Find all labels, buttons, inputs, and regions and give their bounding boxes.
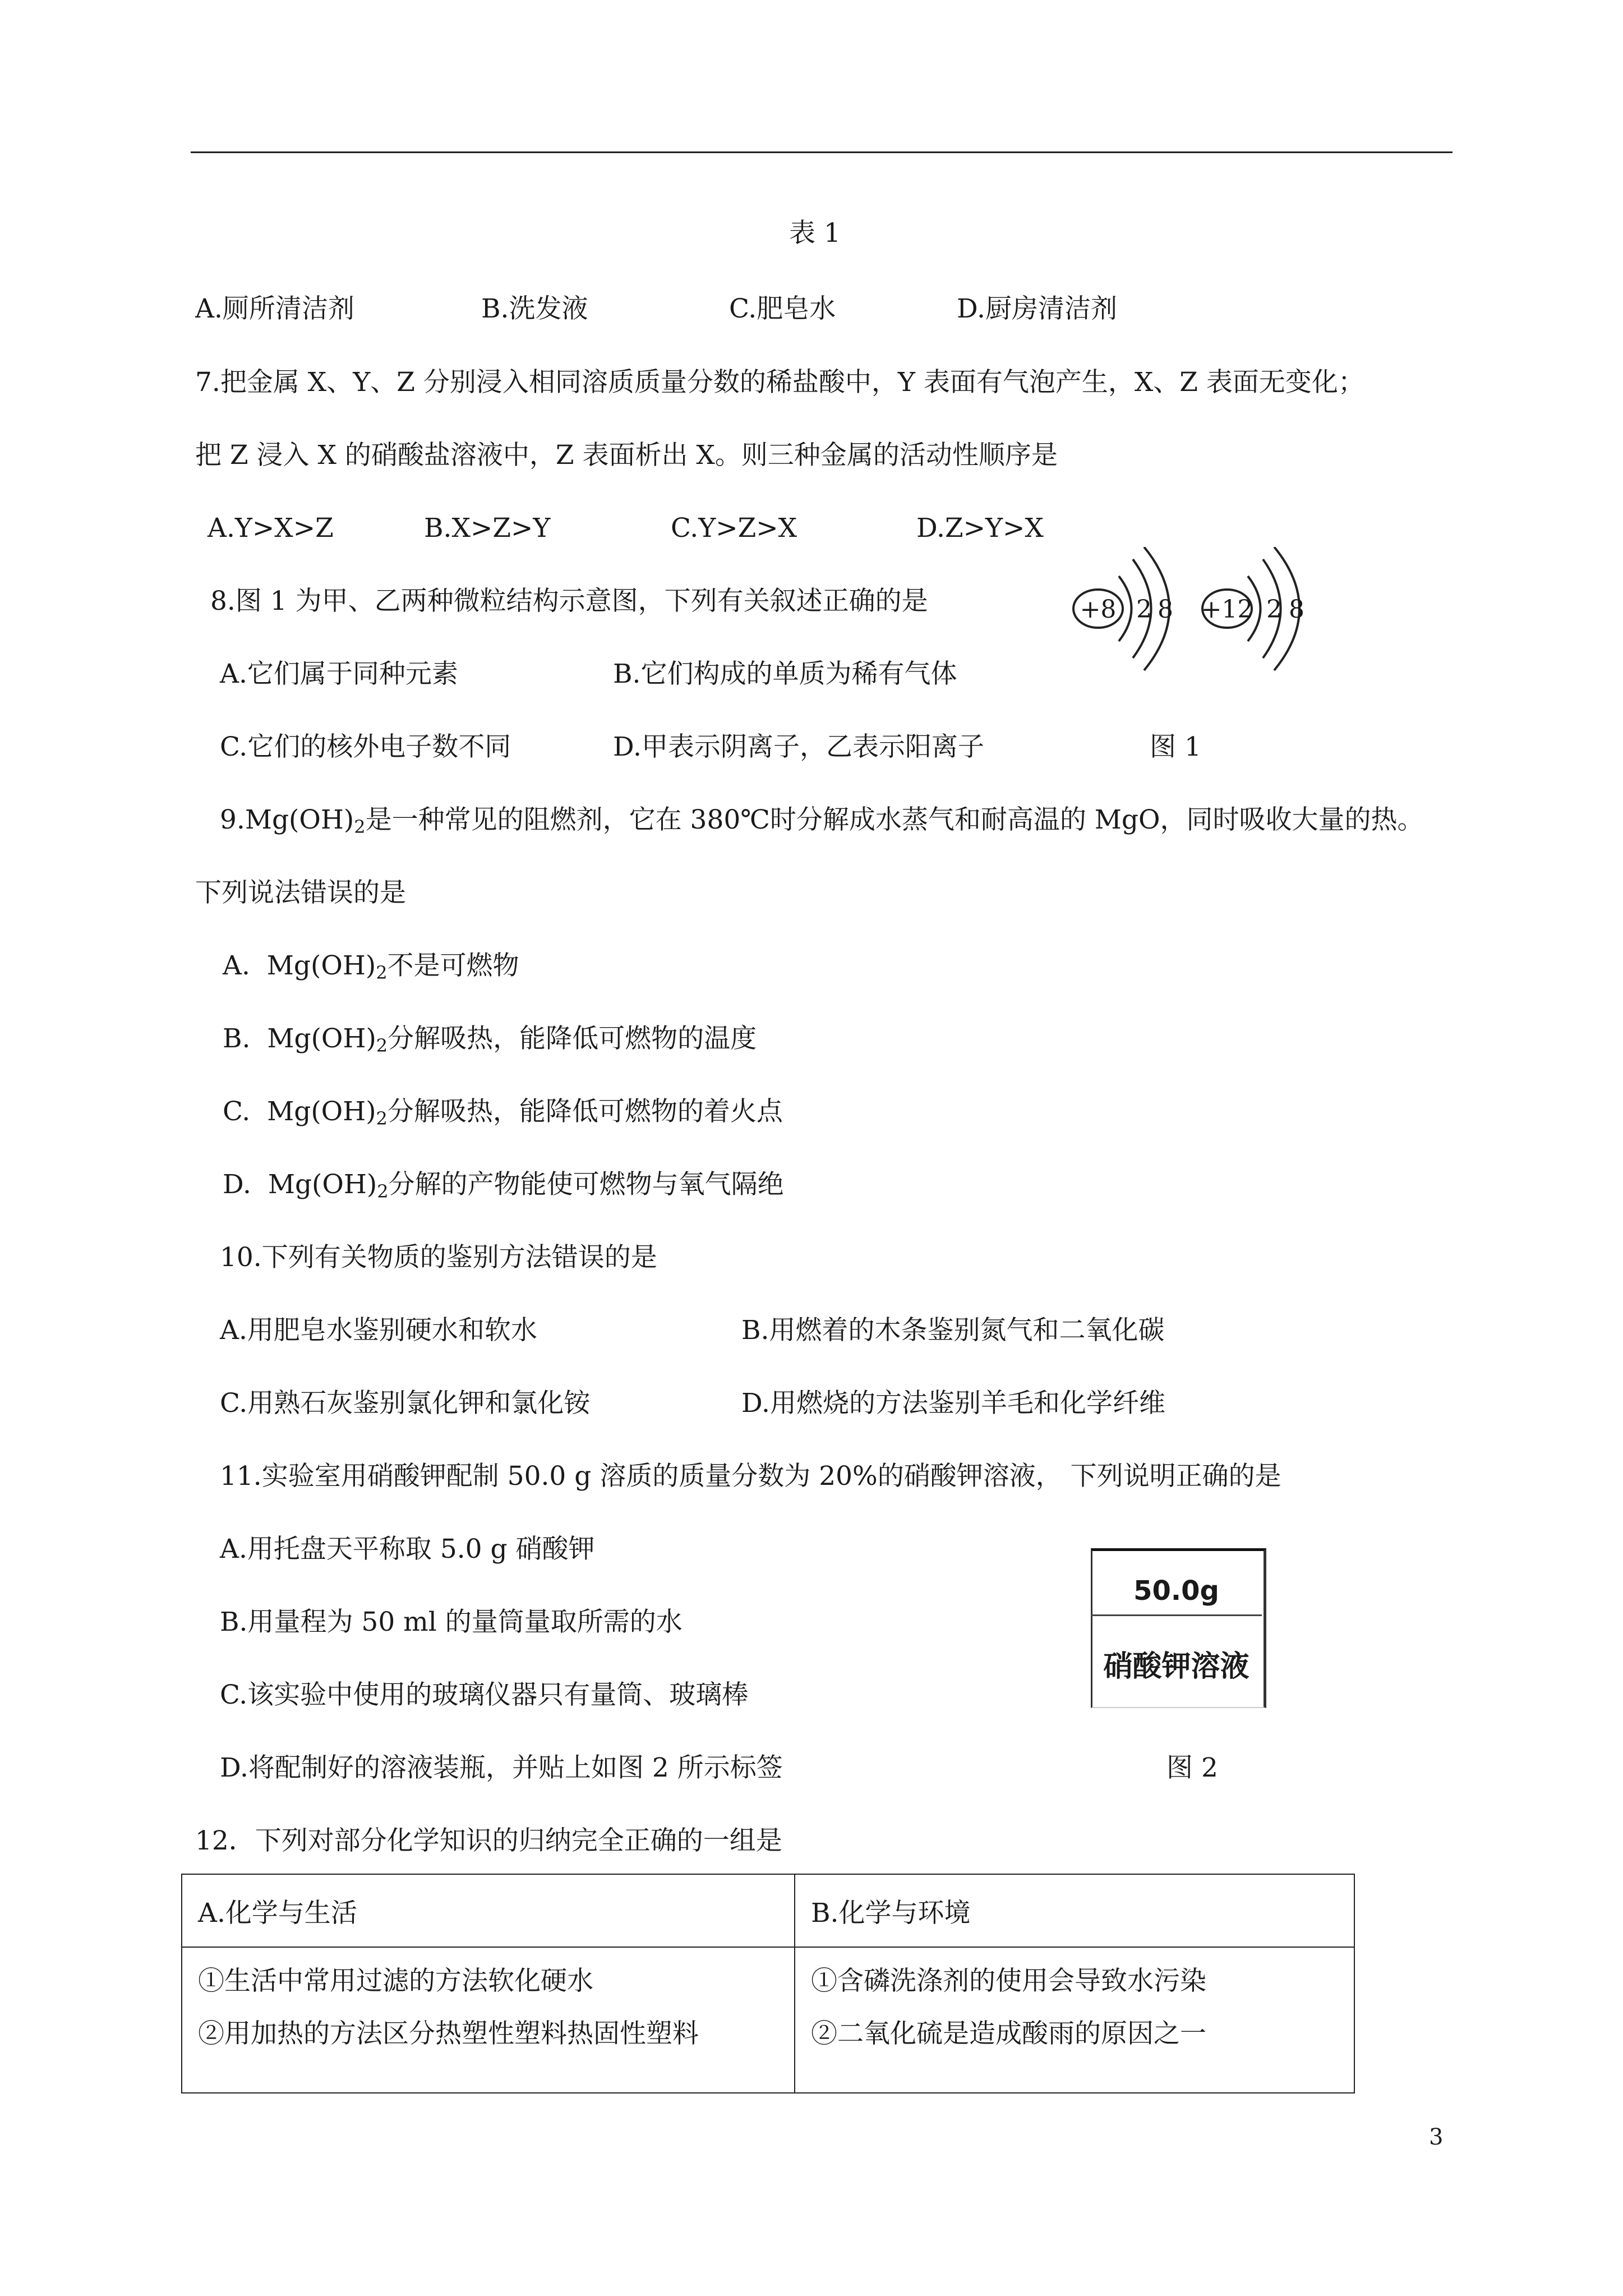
figure-2-caption: 图 2	[1166, 1752, 1218, 1783]
q11-option-d: D.将配制好的溶液装瓶，并贴上如图 2 所示标签	[220, 1752, 783, 1783]
q10-option-a: A.用肥皂水鉴别硬水和软水	[220, 1315, 537, 1346]
q11-option-a: A.用托盘天平称取 5.0 g 硝酸钾	[220, 1534, 595, 1565]
q8-option-d: D.甲表示阴离子，乙表示阳离子	[613, 731, 984, 762]
q7-option-b: B.X>Z>Y	[424, 513, 551, 544]
q7-option-c: C.Y>Z>X	[671, 513, 797, 544]
figure-1-caption: 图 1	[1150, 731, 1201, 762]
atom2-shell2-count: 8	[1289, 595, 1304, 624]
q9-option-a: A. $Mg(OH)_2$不是可燃物	[223, 950, 519, 983]
atom1-shell2-count: 8	[1158, 595, 1173, 624]
q10-stem: 10.下列有关物质的鉴别方法错误的是	[220, 1242, 657, 1273]
table-b-item-2: ②二氧化硫是造成酸雨的原因之一	[811, 2018, 1206, 2049]
q9-stem-line1: $9.Mg(OH)_2$是一种常见的阻燃剂，它在 380℃时分解成水蒸气和耐高温的 MgO，同时吸收大量的热。	[220, 804, 1424, 838]
q6-option-c: C.肥皂水	[729, 293, 836, 324]
table-header-b: B.化学与环境	[795, 1874, 1354, 1947]
table-cell-a	[182, 1947, 795, 2093]
atom1-shell1-count: 2	[1136, 595, 1152, 624]
q11-option-c: C.该实验中使用的玻璃仪器只有量筒、玻璃棒	[220, 1680, 749, 1710]
q10-option-c: C.用熟石灰鉴别氯化钾和氯化铵	[220, 1388, 591, 1419]
q9-option-b: B. $Mg(OH)_2$分解吸热，能降低可燃物的温度	[223, 1023, 757, 1056]
atom2-nucleus: +12	[1201, 595, 1253, 624]
table-caption: 表 1	[789, 218, 841, 249]
solution-label-figure	[1091, 1548, 1267, 1708]
q7-option-a: A.Y>X>Z	[208, 513, 334, 544]
label-solution-name: 硝酸钾溶液	[1103, 1650, 1249, 1683]
q9-stem-line2: 下列说法错误的是	[195, 877, 406, 908]
q10-option-b: B.用燃着的木条鉴别氮气和二氧化碳	[741, 1315, 1165, 1346]
q12-stem: 12．下列对部分化学知识的归纳完全正确的一组是	[195, 1825, 782, 1856]
q12-knowledge-table	[181, 1874, 1355, 2093]
table-a-item-1: ①生活中常用过滤的方法软化硬水	[198, 1966, 593, 1996]
q10-option-d: D.用燃烧的方法鉴别羊毛和化学纤维	[741, 1388, 1165, 1419]
q6-option-b: B.洗发液	[481, 293, 588, 324]
q8-stem: 8.图 1 为甲、乙两种微粒结构示意图，下列有关叙述正确的是	[210, 586, 928, 616]
q6-option-a: A.厕所清洁剂	[195, 293, 354, 324]
atom-structure-diagram	[1066, 547, 1324, 693]
q11-stem: 11.实验室用硝酸钾配制 50.0 g 溶质的质量分数为 20%的硝酸钾溶液， 下列说明正确的是	[220, 1461, 1281, 1492]
label-mass: 50.0g	[1133, 1575, 1219, 1607]
table-header-a: A.化学与生活	[182, 1874, 795, 1947]
q9-option-d: D. $Mg(OH)_2$分解的产物能使可燃物与氧气隔绝	[223, 1169, 784, 1202]
q8-option-a: A.它们属于同种元素	[220, 659, 458, 689]
atom1-shell1-arc	[1119, 576, 1132, 641]
q7-option-d: D.Z>Y>X	[916, 513, 1044, 544]
q8-option-b: B.它们构成的单质为稀有气体	[613, 659, 957, 689]
q6-option-d: D.厨房清洁剂	[957, 293, 1117, 324]
table-a-item-2: ②用加热的方法区分热塑性塑料热固性塑料	[198, 2018, 699, 2049]
atom1-nucleus: +8	[1080, 595, 1117, 624]
label-divider	[1091, 1614, 1262, 1616]
page-number: 3	[1429, 2124, 1444, 2150]
q11-option-b: B.用量程为 50 ml 的量筒量取所需的水	[220, 1607, 683, 1637]
q7-stem-line2: 把 Z 浸入 X 的硝酸盐溶液中，Z 表面析出 X。则三种金属的活动性顺序是	[195, 440, 1058, 471]
header-rule	[191, 151, 1453, 153]
table-b-item-1: ①含磷洗涤剂的使用会导致水污染	[811, 1966, 1206, 1996]
atom2-shell1-count: 2	[1266, 595, 1282, 624]
q8-option-c: C.它们的核外电子数不同	[220, 731, 511, 762]
q9-option-c: C. $Mg(OH)_2$分解吸热，能降低可燃物的着火点	[223, 1096, 783, 1129]
table-cell-b	[795, 1947, 1354, 2093]
q7-stem-line1: 7.把金属 X、Y、Z 分别浸入相同溶质质量分数的稀盐酸中，Y 表面有气泡产生，X、Z 表面无变化；	[195, 367, 1364, 398]
